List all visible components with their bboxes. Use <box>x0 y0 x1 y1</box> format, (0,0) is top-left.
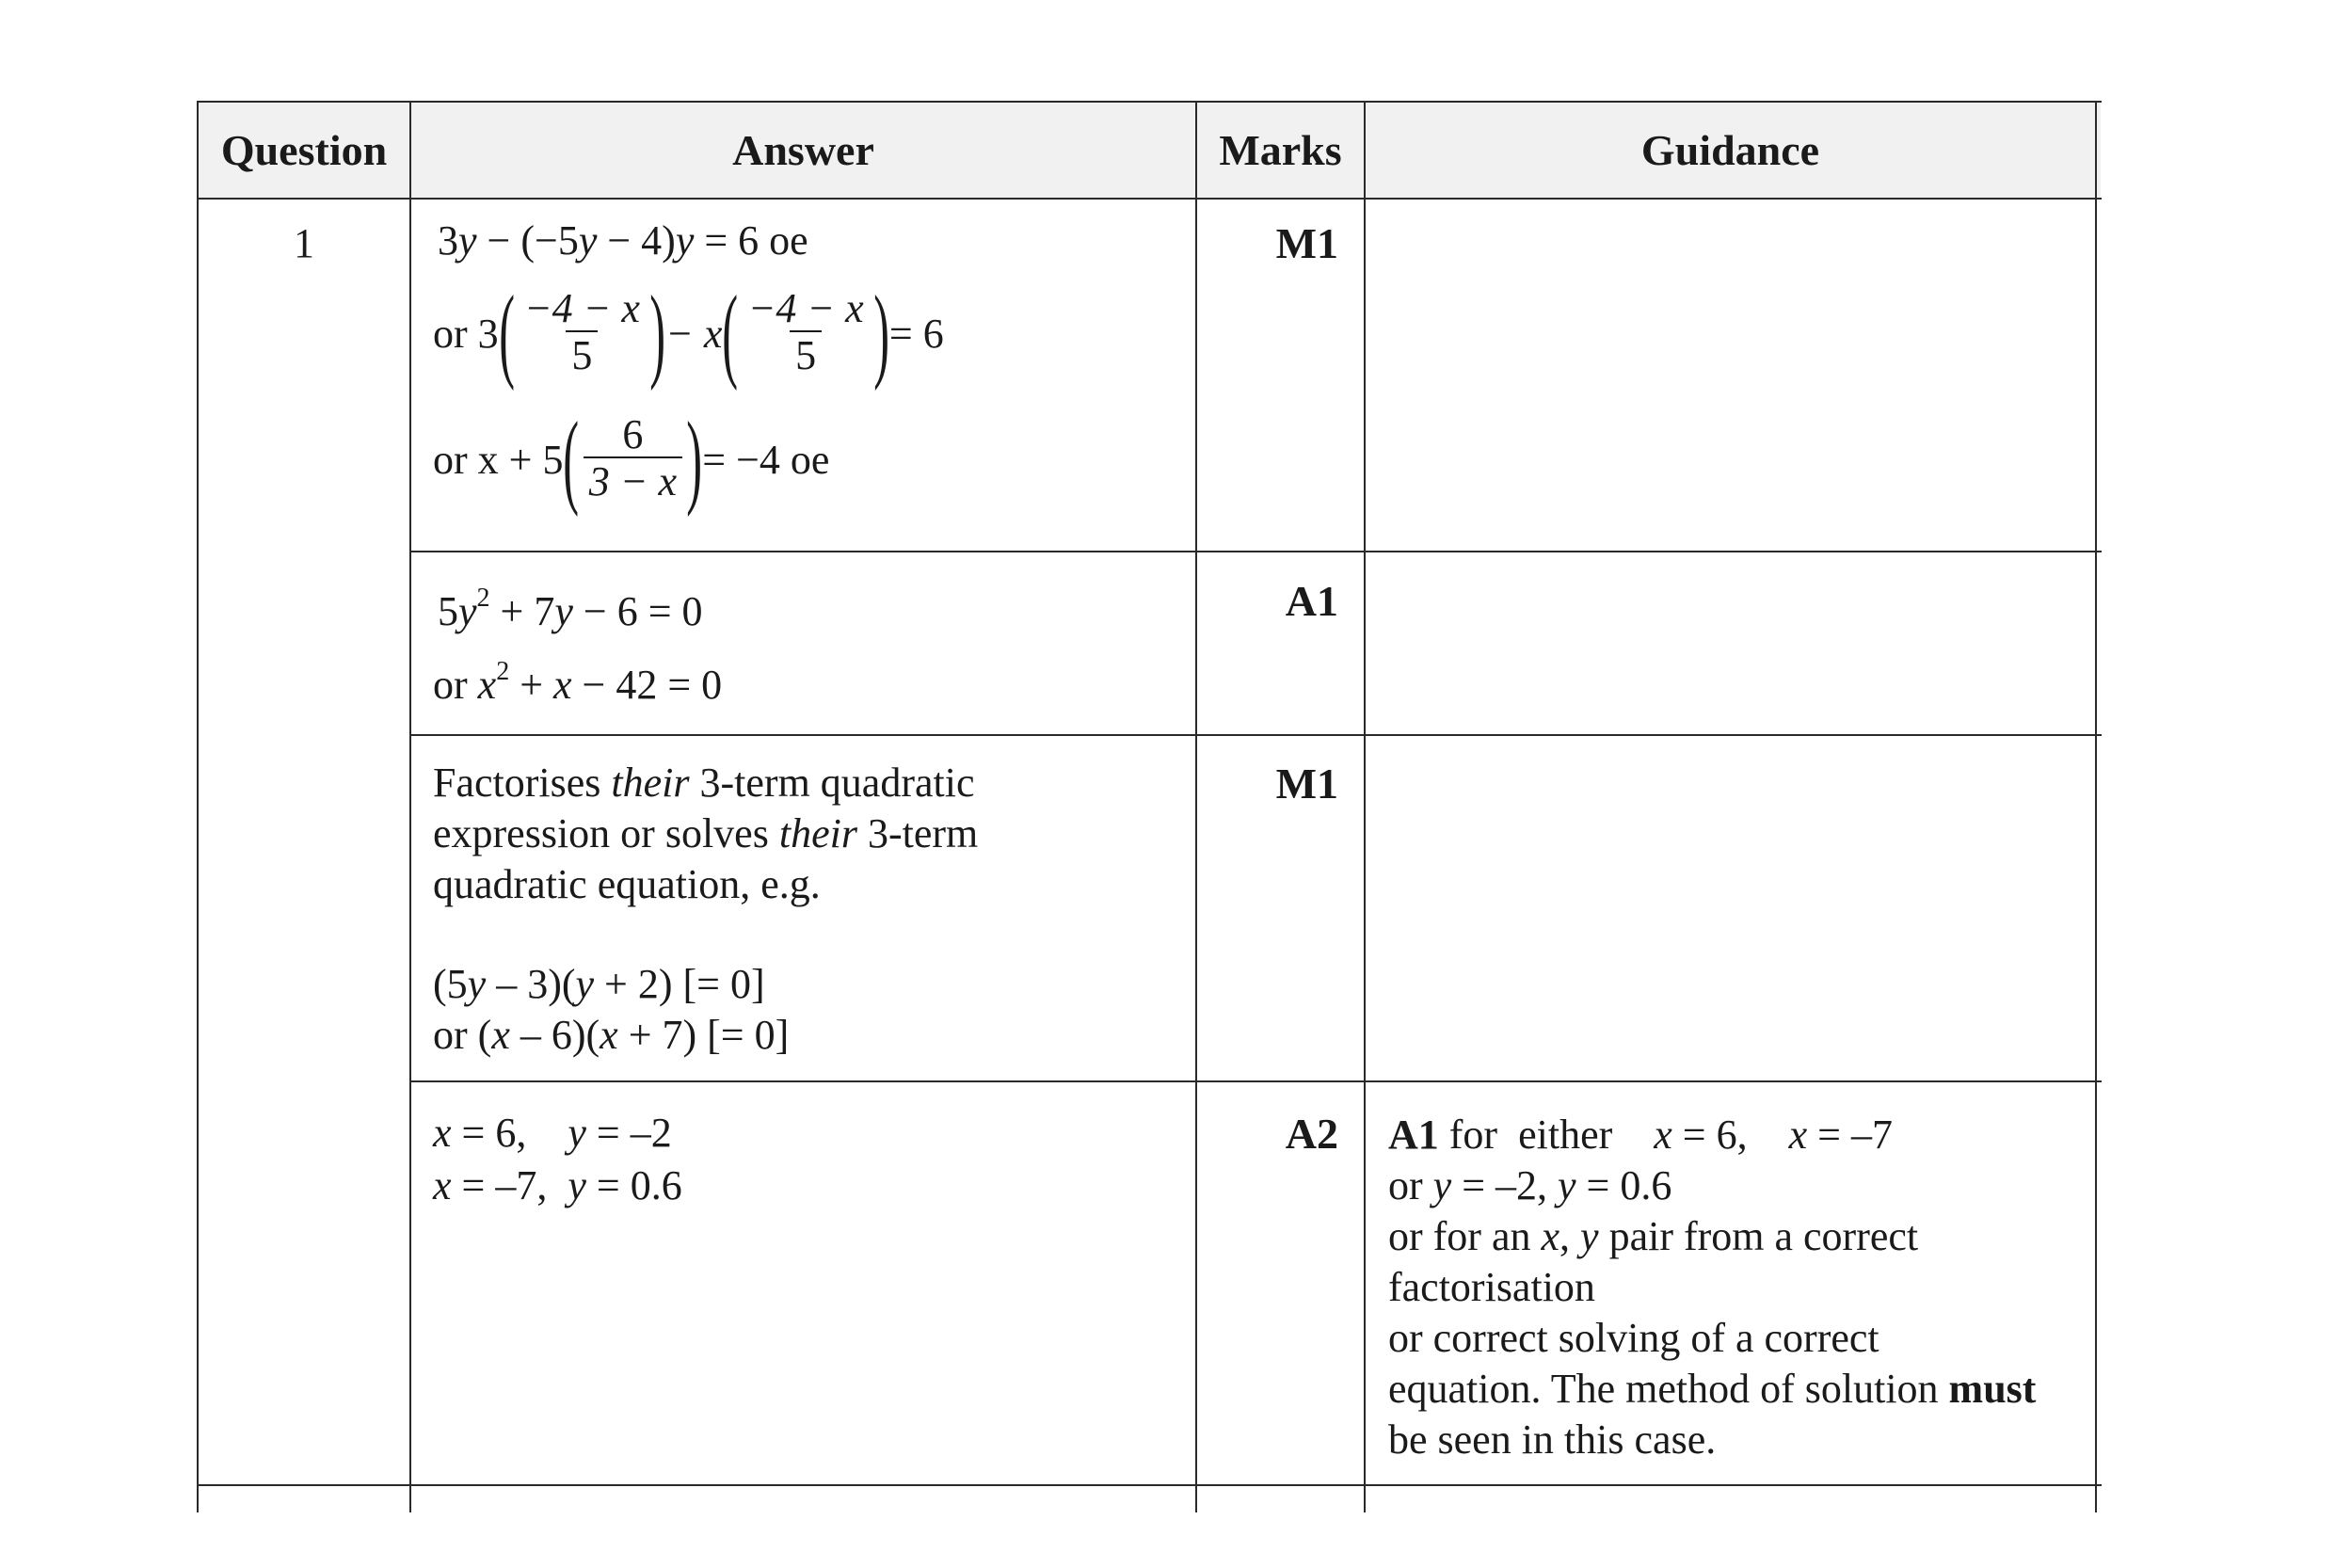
question-number: 1 <box>294 220 314 266</box>
question-answer-divider <box>409 101 411 1512</box>
row2-answer-line1: $5y^2 + 7y - 6 = 0$ <box>438 584 703 634</box>
row3-bottom-border <box>410 1080 2102 1082</box>
row2-answer-line2: or $x^2 + x - 42 = 0$ <box>433 657 723 708</box>
row1-answer-line1: 3y − (−5y − 4)y = 6 oe <box>438 217 808 264</box>
row3-marks: M1 <box>1275 760 1338 808</box>
table-right-border <box>2095 101 2097 1512</box>
fraction-3: $\frac{6}{3 - x}$ <box>584 413 682 505</box>
row1-answer-line2: or 3 ( $\frac{-4 - x}{5}$ ) − x ( $\frac{-4 - x}{5}$ ) = 6 <box>433 275 944 392</box>
left-paren: ( <box>722 275 739 392</box>
right-paren: ) <box>649 275 665 392</box>
row1-bottom-border <box>410 551 2102 552</box>
answer-marks-divider <box>1195 101 1197 1512</box>
header-marks: Marks <box>1219 126 1342 174</box>
left-paren: ( <box>563 401 580 518</box>
row1-answer-line3: or x + 5 ( $\frac{6}{3 - x}$ ) = −4 oe <box>433 401 830 518</box>
right-paren: ) <box>686 401 703 518</box>
row3-answer-factor1: (5y – 3)(y + 2) [= 0] <box>433 961 765 1007</box>
header-answer: Answer <box>732 126 874 174</box>
row3-answer-factor2: or (x – 6)(x + 7) [= 0] <box>433 1012 790 1058</box>
row4-bottom-border <box>198 1484 2102 1486</box>
row4-guidance-line1: A1 for either x = 6, x = –7 <box>1388 1112 1893 1158</box>
fraction-2: $\frac{-4 - x}{5}$ <box>747 285 864 378</box>
header-question: Question <box>220 126 388 174</box>
row3-answer-para3: quadratic equation, e.g. <box>433 861 821 907</box>
row4-guidance-line3: or for an x, y pair from a correct <box>1388 1213 1919 1259</box>
table-left-border <box>197 101 199 1512</box>
right-paren: ) <box>872 275 889 392</box>
row4-guidance-line2: or y = –2, y = 0.6 <box>1388 1162 1672 1208</box>
row2-bottom-border <box>410 734 2102 736</box>
row4-guidance-line4: factorisation <box>1388 1264 1595 1310</box>
row4-answer-line2: x = –7, y = 0.6 <box>433 1162 682 1208</box>
row4-guidance-line5: or correct solving of a correct <box>1388 1315 1879 1361</box>
row4-answer-line1: x = 6, y = –2 <box>433 1110 672 1156</box>
header-guidance: Guidance <box>1640 126 1820 174</box>
left-paren: ( <box>498 275 515 392</box>
row4-guidance-line6: equation. The method of solution must <box>1388 1366 2037 1412</box>
row3-answer-para2: expression or solves their 3-term <box>433 810 979 856</box>
row2-marks: A1 <box>1285 577 1338 625</box>
marks-guidance-divider <box>1364 101 1366 1512</box>
row4-guidance-line7: be seen in this case. <box>1388 1416 1717 1463</box>
row4-marks: A2 <box>1285 1110 1338 1158</box>
row1-marks: M1 <box>1275 219 1338 267</box>
fraction-1: $\frac{-4 - x}{5}$ <box>523 285 640 378</box>
row3-answer-para1: Factorises their 3-term quadratic <box>433 760 975 806</box>
